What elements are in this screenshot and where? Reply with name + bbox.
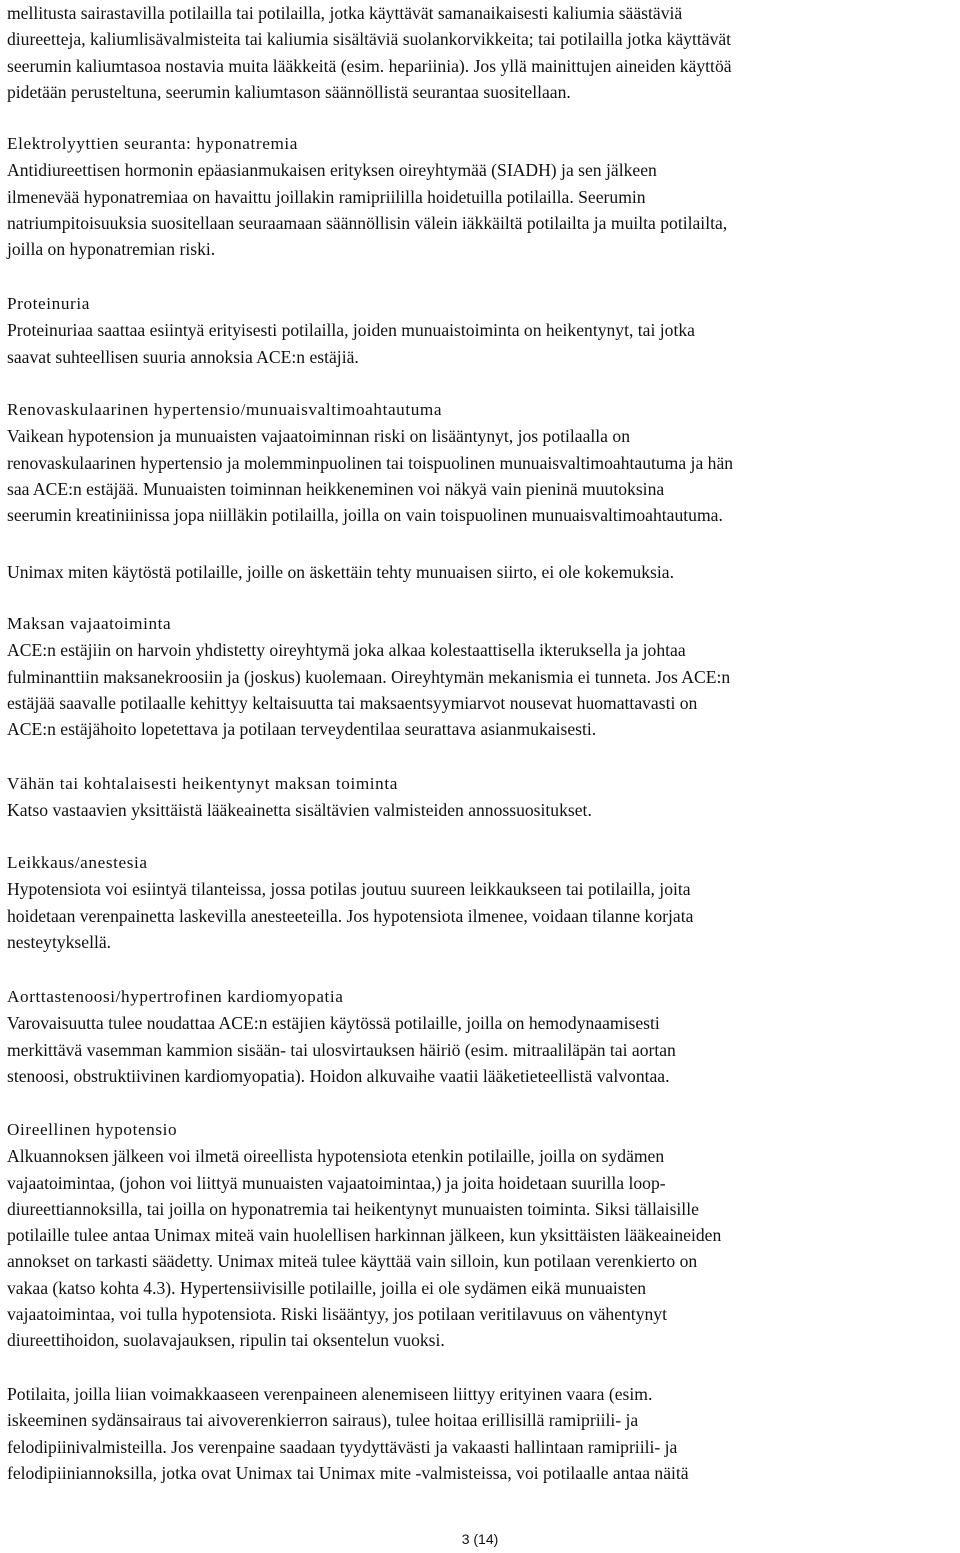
intro-line: seerumin kaliumtasoa nostavia muita lääkkeitä (esim. hepariinia). Jos yllä mainittujen aineiden käyttöä	[7, 55, 732, 76]
page-number: 3 (14)	[461, 1531, 499, 1547]
paragraph-line: saa ACE:n estäjää. Munuaisten toiminnan heikkeneminen voi näkyä vain pieninä muutoksina	[7, 478, 665, 499]
section-symptomatic-hypotension	[7, 1117, 721, 1354]
paragraph-line: Potilaita, joilla liian voimakkaaseen verenpaineen alenemiseen liittyy erityinen vaara (esim.	[7, 1384, 653, 1404]
intro-line: diureetteja, kaliumlisävalmisteita tai kaliumia sisältäviä suolankorvikkeita; tai potilailla jotka käyttävät	[7, 29, 732, 50]
paragraph-line: diureettihoidon, suolavajauksen, ripulin tai oksentelun vuoksi.	[7, 1330, 445, 1351]
intro-line: mellitusta sairastavilla potilailla tai potilailla, jotka käyttävät samanaikaisesti kaliumia säästäviä	[7, 3, 683, 23]
paragraph-line: annokset on tarkasti säädetty. Unimax miteä tulee käyttää vain silloin, kun potilaan verenkierto on	[7, 1251, 698, 1272]
paragraph-line: hoidetaan verenpainetta laskevilla anesteeteilla. Jos hypotensiota ilmenee, voidaan tilanne korjata	[7, 905, 694, 926]
paragraph-line: renovaskulaarinen hypertensio ja molemminpuolinen tai toispuolinen munuaisvaltimoahtautuma ja hän	[7, 452, 734, 473]
section-high-risk-patients	[7, 1381, 689, 1486]
section-transplant-note	[7, 559, 674, 585]
paragraph-line: seerumin kreatiniinissa jopa niilläkin potilailla, joilla on vain toispuolinen munuaisvaltimoahtautuma.	[7, 505, 723, 526]
paragraph-line: vajaatoimintaa, voi tulla hypotensiota. Riski lisääntyy, jos potilaan veritilavuus on vähentynyt	[7, 1304, 667, 1325]
paragraph-line: potilaille tulee antaa Unimax miteä vain huolellisen harkinnan jälkeen, kun yksittäisten lääkeaineiden	[7, 1225, 722, 1246]
section-mild-hepatic	[7, 771, 592, 824]
paragraph-line: natriumpitoisuuksia suositellaan seuraamaan säännöllisin välein iäkkäiltä potilailta ja muilta potilailta,	[7, 212, 728, 233]
paragraph-line: nesteytyksellä.	[7, 931, 112, 952]
paragraph-line: Alkuannoksen jälkeen voi ilmetä oireellista hypotensiota etenkin potilaille, joilla on sydämen	[7, 1146, 665, 1167]
paragraph-line: Varovaisuutta tulee noudattaa ACE:n estäjien käytössä potilaille, joilla on hemodynaamisesti	[7, 1013, 660, 1034]
intro-line: pidetään perusteltuna, seerumin kaliumtason säännöllistä seurantaa suositellaan.	[7, 81, 571, 102]
paragraph-line: Unimax miten käytöstä potilaille, joille on äskettäin tehty munuaisen siirto, ei ole kokemuksia.	[7, 562, 674, 582]
section-aortic-stenosis	[7, 984, 676, 1089]
paragraph-line: diureettiannoksilla, tai joilla on hyponatremia tai heikentynyt munuaisten toiminta. Siksi tällaisille	[7, 1198, 699, 1219]
paragraph-line: merkittävä vasemman kammion sisään- tai ulosvirtauksen häiriö (esim. mitraaliläpän tai aortan	[7, 1039, 676, 1060]
paragraph-line: Katso vastaavien yksittäistä lääkeainetta sisältävien valmisteiden annossuositukset.	[7, 800, 592, 821]
paragraph-line: Antidiureettisen hormonin epäasianmukaisen erityksen oireyhtymää (SIADH) ja sen jälkeen	[7, 160, 657, 181]
paragraph-line: saavat suhteellisen suuria annoksia ACE:n estäjiä.	[7, 346, 359, 367]
paragraph-line: vajaatoimintaa, (johon voi liittyä munuaisten vajaatoimintaa,) ja joita hoidetaan suurilla loop-	[7, 1172, 666, 1193]
section-renovascular	[7, 397, 733, 528]
paragraph-line: iskeeminen sydänsairaus tai aivoverenkierron sairaus), tulee hoitaa erillisillä ramipriili- ja	[7, 1410, 639, 1431]
section-heading: Leikkaus/anestesia	[7, 853, 148, 872]
section-heading: Vähän tai kohtalaisesti heikentynyt maksan toiminta	[7, 774, 398, 793]
section-heading: Aorttastenoosi/hypertrofinen kardiomyopatia	[7, 987, 344, 1006]
paragraph-line: stenoosi, obstruktiivinen kardiomyopatia). Hoidon alkuvaihe vaatii lääketieteellistä valvontaa.	[7, 1065, 670, 1086]
section-heading: Maksan vajaatoiminta	[7, 614, 172, 633]
section-heading: Elektrolyyttien seuranta: hyponatremia	[7, 134, 299, 153]
section-heading: Renovaskulaarinen hypertensio/munuaisvaltimoahtautuma	[7, 400, 443, 419]
paragraph-line: joilla on hyponatremian riski.	[7, 239, 216, 260]
paragraph-line: Vaikean hypotension ja munuaisten vajaatoiminnan riski on lisääntynyt, jos potilaalla on	[7, 426, 630, 447]
paragraph-line: Hypotensiota voi esiintyä tilanteissa, jossa potilas joutuu suureen leikkaukseen tai potilailla, joita	[7, 879, 691, 900]
section-hepatic-failure	[7, 611, 730, 742]
paragraph-line: ACE:n estäjähoito lopetettava ja potilaan terveydentilaa seurattava asianmukaisesti.	[7, 719, 597, 740]
paragraph-line: vakaa (katso kohta 4.3). Hypertensiivisille potilaille, joilla ei ole sydämen eikä munuaisten	[7, 1277, 647, 1298]
paragraph-line: fulminanttiin maksanekroosiin ja (joskus) kuolemaan. Oireyhtymän mekanismia ei tunneta. Jos ACE:n	[7, 666, 731, 687]
paragraph-line: Proteinuriaa saattaa esiintyä erityisesti potilailla, joiden munuaistoiminta on heikentynyt, tai jotka	[7, 320, 695, 341]
section-heading: Proteinuria	[7, 294, 90, 313]
section-proteinuria	[7, 291, 695, 370]
section-surgery	[7, 850, 693, 955]
section-electrolytes	[7, 131, 727, 262]
paragraph-line: felodipiinivalmisteilla. Jos verenpaine saadaan tyydyttävästi ja vakaasti hallintaan ramipriili- ja	[7, 1436, 678, 1457]
paragraph-line: estäjää saavalle potilaalle kehittyy keltaisuutta tai maksaentsyymiarvot nousevat huomattavasti on	[7, 692, 698, 713]
paragraph-line: ACE:n estäjiin on harvoin yhdistetty oireyhtymä joka alkaa kolestaattisella ikteruksella ja johtaa	[7, 640, 686, 661]
paragraph-line: ilmenevää hyponatremiaa on havaittu joillakin ramipriililla hoidetuilla potilailla. Seerumin	[7, 186, 646, 207]
section-heading: Oireellinen hypotensio	[7, 1120, 178, 1139]
paragraph-line: felodipiiniannoksilla, jotka ovat Unimax tai Unimax mite -valmisteissa, voi potilaalle antaa näitä	[7, 1462, 689, 1483]
intro-paragraph	[7, 0, 732, 105]
